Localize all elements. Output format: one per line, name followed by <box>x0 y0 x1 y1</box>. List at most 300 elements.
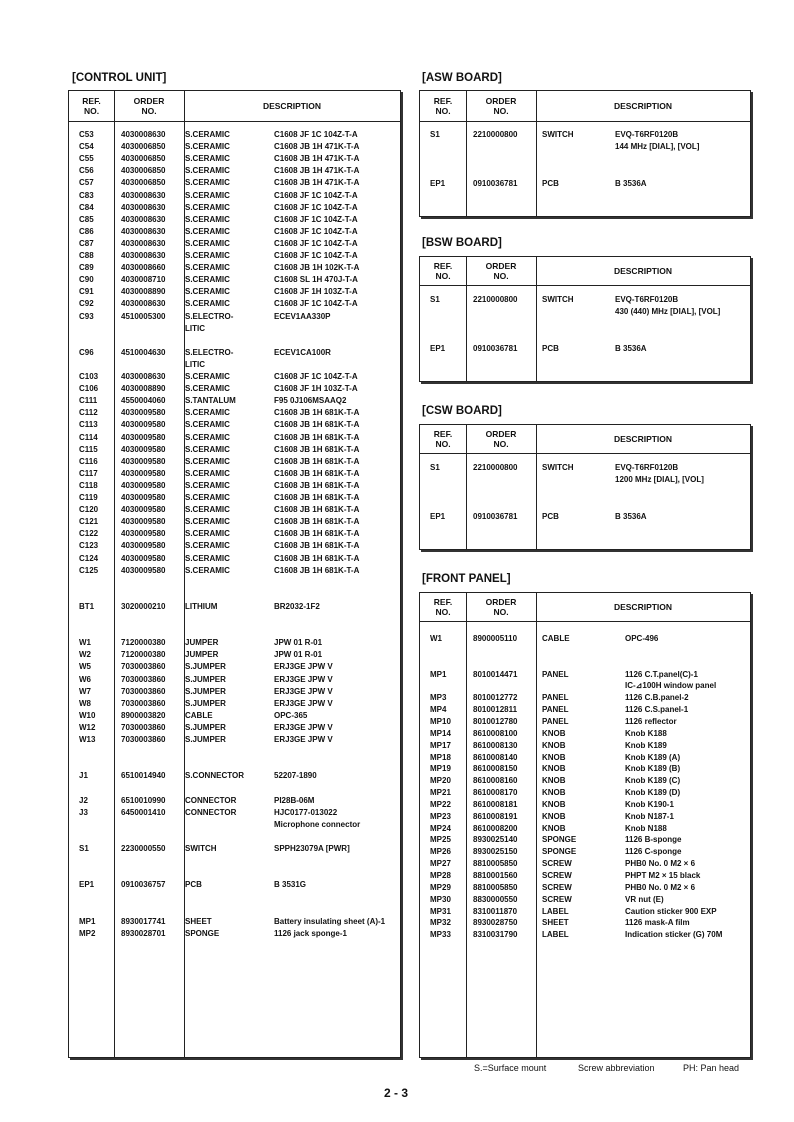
part-spec: 1126 C.S.panel-1 <box>625 705 689 715</box>
order-no: 2210000800 <box>473 295 518 304</box>
order-no: 4030009580 <box>121 505 166 515</box>
table-row <box>69 129 400 141</box>
order-no: 8930028750 <box>473 918 518 928</box>
part-spec: Knob K189 (B) <box>625 764 681 774</box>
part-spec: C1608 JB 1H 681K-T-A <box>274 408 360 418</box>
order-no: 4030009580 <box>121 468 166 478</box>
ref-no: C54 <box>79 142 94 152</box>
table-row <box>69 419 400 431</box>
ref-no: C118 <box>79 480 98 490</box>
order-no: 4030008630 <box>121 202 166 212</box>
part-spec: Knob K189 (A) <box>625 752 681 762</box>
part-spec: C1608 JB 1H 681K-T-A <box>274 468 360 478</box>
table-header <box>420 257 750 286</box>
ref-no: C56 <box>79 166 94 176</box>
table-row <box>69 456 400 468</box>
part-type: JUMPER <box>185 650 219 660</box>
part-type: SPONGE <box>542 847 577 857</box>
table-header <box>420 425 750 454</box>
table-row <box>69 395 400 407</box>
part-type: S.CERAMIC <box>185 505 230 515</box>
part-spec: Knob K189 <box>625 740 667 750</box>
part-type: SCREW <box>542 871 572 880</box>
table-row <box>420 834 750 846</box>
table-row <box>69 565 400 577</box>
table-row <box>69 432 400 444</box>
table-row <box>69 371 400 383</box>
order-no: 8810001560 <box>473 871 518 880</box>
table-row <box>69 528 400 540</box>
part-type: S.CERAMIC <box>185 202 230 212</box>
table-row <box>69 891 400 903</box>
ref-no: C96 <box>79 347 94 357</box>
table-row <box>420 752 750 764</box>
order-no: 4030006850 <box>121 178 166 188</box>
part-type: S.CERAMIC <box>185 565 230 575</box>
part-type: S.CERAMIC <box>185 166 230 176</box>
table-row <box>69 625 400 637</box>
part-type: SPONGE <box>185 928 220 938</box>
bsw-board-table <box>419 256 751 382</box>
ref-no: J2 <box>79 795 88 805</box>
part-spec: C1608 JF 1C 104Z-T-A <box>274 251 358 260</box>
part-type: S.CERAMIC <box>185 190 230 200</box>
table-row <box>69 492 400 504</box>
order-no: 4030009580 <box>121 493 166 502</box>
order-no: 4030008630 <box>121 214 166 224</box>
part-type: S.CERAMIC <box>185 238 230 248</box>
order-no: 4030008630 <box>121 299 166 309</box>
ref-no: C117 <box>79 468 98 478</box>
part-type: S.CERAMIC <box>185 130 230 139</box>
table-row <box>420 929 750 941</box>
part-spec: C1608 JB 1H 681K-T-A <box>274 505 360 515</box>
part-spec: Knob N188 <box>625 823 667 833</box>
table-row <box>420 858 750 870</box>
part-type: S.ELECTRO- <box>185 347 234 357</box>
table-row <box>69 807 400 819</box>
table-row <box>420 178 750 190</box>
ref-no: C124 <box>79 553 99 563</box>
part-spec: Microphone connector <box>274 819 361 829</box>
ref-no: S1 <box>430 130 440 139</box>
order-no: 8930017741 <box>121 916 166 926</box>
part-spec: C1608 JB 1H 681K-T-A <box>274 529 360 539</box>
description-header: DESCRIPTION <box>613 266 673 276</box>
order-no: 6510014940 <box>121 771 166 781</box>
order-no: 6450001410 <box>121 807 166 817</box>
part-type: SHEET <box>185 916 212 926</box>
order-no: 4030006850 <box>121 166 166 176</box>
part-spec: C1608 JF 1C 104Z-T-A <box>274 238 358 248</box>
part-spec: F95 0J106MSAAQ2 <box>274 396 347 406</box>
part-type: LABEL <box>542 930 569 940</box>
part-spec: ERJ3GE JPW V <box>274 674 333 684</box>
part-spec: ERJ3GE JPW V <box>274 662 333 672</box>
ref-no: C86 <box>79 226 94 236</box>
table-row <box>69 214 400 226</box>
table-row <box>420 763 750 775</box>
part-type: SWITCH <box>542 295 574 304</box>
part-spec: PHB0 No. 0 M2 × 6 <box>625 859 696 869</box>
ref-no: W7 <box>79 686 91 696</box>
table-row <box>69 407 400 419</box>
part-type: KNOB <box>542 811 566 821</box>
table-row <box>69 238 400 250</box>
table-row <box>69 516 400 528</box>
part-spec: 144 MHz [DIAL], [VOL] <box>615 142 700 152</box>
order-no: 4030009580 <box>121 420 166 430</box>
order-no: 8610008170 <box>473 788 518 798</box>
order-no: 8810005850 <box>473 859 518 869</box>
table-row <box>420 343 750 355</box>
part-type: S.CERAMIC <box>185 251 230 260</box>
ref-no: C116 <box>79 456 98 466</box>
part-type: KNOB <box>542 764 566 774</box>
order-no: 8930025140 <box>473 835 518 845</box>
ref-no: W12 <box>79 722 96 732</box>
part-spec: C1608 JB 1H 681K-T-A <box>274 493 360 502</box>
ref-no: C121 <box>79 517 99 527</box>
part-type: CONNECTOR <box>185 807 237 817</box>
order-no: 8930025150 <box>473 847 518 857</box>
table-row <box>69 250 400 262</box>
part-type: PANEL <box>542 693 569 703</box>
part-spec: C1608 JB 1H 681K-T-A <box>274 420 360 430</box>
part-type: S.CERAMIC <box>185 408 230 418</box>
ref-no: J3 <box>79 807 88 817</box>
part-type: S.CERAMIC <box>185 384 230 394</box>
ref-no: MP26 <box>430 847 451 857</box>
order-no: 8010014471 <box>473 669 518 679</box>
part-type: S.CERAMIC <box>185 420 230 430</box>
part-type: S.CERAMIC <box>185 493 230 502</box>
part-type: S.CERAMIC <box>185 480 230 490</box>
part-type: S.CERAMIC <box>185 154 230 164</box>
part-type: S.ELECTRO- <box>185 311 234 321</box>
ref-no-header: REF. NO. <box>433 429 453 449</box>
order-no: 0910036757 <box>121 880 166 890</box>
ref-no: C55 <box>79 154 94 164</box>
order-no: 4030006850 <box>121 142 166 152</box>
ref-no: MP31 <box>430 906 451 916</box>
table-row <box>69 553 400 565</box>
ref-no: EP1 <box>430 179 446 189</box>
table-row <box>69 819 400 831</box>
part-spec: C1608 JF 1C 104Z-T-A <box>274 372 358 381</box>
table-row <box>420 166 750 178</box>
table-row <box>69 177 400 189</box>
part-type: PCB <box>185 880 202 890</box>
table-row <box>69 722 400 734</box>
part-spec: B 3536A <box>615 512 647 522</box>
ref-no-header: REF. NO. <box>82 96 101 116</box>
part-spec: EVQ-T6RF0120B <box>615 295 679 304</box>
table-row <box>69 468 400 480</box>
table-row <box>69 843 400 855</box>
table-row <box>420 870 750 882</box>
table-row <box>420 775 750 787</box>
order-no: 4030009580 <box>121 565 166 575</box>
part-spec: C1608 JB 1H 681K-T-A <box>274 456 360 466</box>
part-type: S.CERAMIC <box>185 517 230 527</box>
table-row <box>69 274 400 286</box>
order-no: 8610008160 <box>473 776 518 786</box>
control-unit-title: [CONTROL UNIT] <box>72 72 167 84</box>
table-row <box>420 657 750 669</box>
table-row <box>420 704 750 716</box>
table-row <box>69 153 400 165</box>
table-row <box>420 917 750 929</box>
order-no: 8010012772 <box>473 693 518 703</box>
table-row <box>420 740 750 752</box>
table-row <box>69 165 400 177</box>
table-row <box>69 879 400 891</box>
order-no: 4030009580 <box>121 553 166 563</box>
order-no: 2230000550 <box>121 843 166 853</box>
ref-no: MP1 <box>79 916 96 926</box>
part-spec: C1608 JF 1C 104Z-T-A <box>274 214 358 224</box>
part-type: S.CERAMIC <box>185 178 230 188</box>
order-no: 0910036781 <box>473 179 518 189</box>
ref-no: C113 <box>79 420 98 430</box>
part-type: PANEL <box>542 669 569 679</box>
part-type: S.CERAMIC <box>185 214 230 224</box>
order-no: 8610008191 <box>473 811 518 821</box>
part-spec: C1608 JB 1H 471K-T-A <box>274 154 360 164</box>
part-type: SCREW <box>542 894 572 904</box>
table-row <box>420 462 750 474</box>
table-row <box>69 831 400 843</box>
order-no: 8310011870 <box>473 906 518 916</box>
ref-no: W1 <box>79 638 91 648</box>
part-type: PANEL <box>542 716 569 726</box>
part-type: S.CERAMIC <box>185 529 230 539</box>
ref-no: C103 <box>79 372 99 381</box>
ref-no: EP1 <box>430 344 446 354</box>
table-row <box>69 734 400 746</box>
order-no: 4510004630 <box>121 347 166 357</box>
table-row <box>69 383 400 395</box>
part-spec: C1608 JF 1C 104Z-T-A <box>274 190 358 200</box>
part-spec: C1608 JB 1H 471K-T-A <box>274 166 360 176</box>
ref-no: MP20 <box>430 776 451 786</box>
table-row <box>420 129 750 141</box>
part-type: LITHIUM <box>185 601 218 611</box>
part-spec: VR nut (E) <box>625 894 664 904</box>
part-spec: C1608 JB 1H 681K-T-A <box>274 517 360 527</box>
part-type: S.CERAMIC <box>185 456 230 466</box>
order-no: 7120000380 <box>121 638 166 648</box>
table-row <box>69 613 400 625</box>
part-type: KNOB <box>542 776 566 786</box>
ref-no: MP29 <box>430 882 451 892</box>
part-spec: BR2032-1F2 <box>274 601 320 611</box>
part-spec: HJC0177-013022 <box>274 807 338 817</box>
part-type: SWITCH <box>185 843 217 853</box>
part-type: S.JUMPER <box>185 662 226 672</box>
order-no: 8830000550 <box>473 894 518 904</box>
ref-no: S1 <box>79 843 89 853</box>
ref-no: W6 <box>79 674 91 684</box>
order-no: 4030008630 <box>121 190 166 200</box>
ref-no: W10 <box>79 710 96 720</box>
ref-no: C88 <box>79 251 94 260</box>
csw-board-table <box>419 424 751 550</box>
part-type: S.CERAMIC <box>185 444 230 454</box>
ref-no: MP23 <box>430 811 451 821</box>
part-type: KNOB <box>542 728 566 738</box>
ref-no: MP3 <box>430 693 447 703</box>
part-spec: B 3536A <box>615 179 647 189</box>
order-no: 8010012780 <box>473 716 518 726</box>
table-row <box>69 867 400 879</box>
part-type: KNOB <box>542 752 566 762</box>
table-row <box>420 331 750 343</box>
table-row <box>420 499 750 511</box>
ref-no: MP4 <box>430 705 447 715</box>
table-row <box>69 577 400 589</box>
part-type: JUMPER <box>185 638 219 648</box>
ref-no: C92 <box>79 299 94 309</box>
part-spec: C1608 SL 1H 470J-T-A <box>274 275 358 285</box>
order-no-header: ORDER NO. <box>485 429 517 449</box>
part-type: S.JUMPER <box>185 686 226 696</box>
ref-no: C89 <box>79 263 94 273</box>
table-row <box>69 916 400 928</box>
ref-no: C119 <box>79 493 98 502</box>
ref-no: C53 <box>79 130 94 139</box>
order-no: 4030008890 <box>121 287 166 297</box>
part-spec: IC-⊿100H window panel <box>625 681 717 691</box>
order-no: 0910036781 <box>473 344 518 354</box>
bsw-board-title: [BSW BOARD] <box>422 237 502 249</box>
part-type: S.CERAMIC <box>185 275 230 285</box>
order-no: 4030009580 <box>121 541 166 551</box>
surface-mount-note: S.=Surface mount <box>474 1063 547 1073</box>
table-row <box>420 787 750 799</box>
ref-no: MP33 <box>430 930 451 940</box>
part-type: S.JUMPER <box>185 698 226 708</box>
table-row <box>69 928 400 940</box>
ref-no: W1 <box>430 634 442 643</box>
part-type: KNOB <box>542 740 566 750</box>
ref-no-header: REF. NO. <box>433 96 453 116</box>
order-no: 8610008181 <box>473 799 518 809</box>
description-header: DESCRIPTION <box>262 101 322 111</box>
order-no: 4030008630 <box>121 130 166 139</box>
part-spec: PHPT M2 × 15 black <box>625 871 701 880</box>
ref-no: W5 <box>79 662 91 672</box>
order-no: 4030008890 <box>121 384 166 394</box>
table-row <box>69 698 400 710</box>
ref-no: MP18 <box>430 752 451 762</box>
part-spec: 1126 B-sponge <box>625 835 682 845</box>
order-no-header: ORDER NO. <box>133 96 165 116</box>
table-row <box>69 480 400 492</box>
part-spec: ERJ3GE JPW V <box>274 735 333 744</box>
table-row <box>420 680 750 692</box>
part-spec: EVQ-T6RF0120B <box>615 130 679 139</box>
order-no: 7030003860 <box>121 735 166 744</box>
part-spec: OPC-496 <box>625 634 659 643</box>
table-row <box>420 716 750 728</box>
part-spec: C1608 JF 1C 104Z-T-A <box>274 299 358 309</box>
table-row <box>420 645 750 657</box>
part-spec: Knob K189 (D) <box>625 788 681 798</box>
ref-no: C111 <box>79 396 98 406</box>
ref-no: C84 <box>79 202 94 212</box>
order-no: 4030009580 <box>121 432 166 442</box>
table-row <box>69 589 400 601</box>
table-row <box>420 846 750 858</box>
ref-no: MP21 <box>430 788 451 798</box>
order-no: 4030008630 <box>121 226 166 236</box>
part-spec: C1608 JF 1H 103Z-T-A <box>274 384 358 394</box>
ref-no: C85 <box>79 214 94 224</box>
order-no: 7030003860 <box>121 674 166 684</box>
part-type: S.JUMPER <box>185 674 226 684</box>
page-number: 2 - 3 <box>384 1086 409 1100</box>
part-spec: JPW 01 R-01 <box>274 650 323 660</box>
part-type: SCREW <box>542 859 572 869</box>
description-header: DESCRIPTION <box>613 602 673 612</box>
part-type: PCB <box>542 344 559 354</box>
order-no: 8610008100 <box>473 728 518 738</box>
part-type: LITIC <box>185 359 205 369</box>
order-no: 8010012811 <box>473 705 518 715</box>
part-type: SWITCH <box>542 130 574 139</box>
ref-no: C93 <box>79 311 94 321</box>
part-spec: PI28B-06M <box>274 795 315 805</box>
ref-no: C120 <box>79 505 99 515</box>
order-no: 0910036781 <box>473 512 518 522</box>
order-no: 6510010990 <box>121 795 166 805</box>
ref-no: W8 <box>79 698 91 708</box>
table-row <box>69 770 400 782</box>
table-header <box>420 593 750 622</box>
csw-board-title: [CSW BOARD] <box>422 405 502 417</box>
ref-no: MP27 <box>430 859 451 869</box>
part-type: S.TANTALUM <box>185 396 236 406</box>
table-header <box>69 91 400 122</box>
ref-no: C91 <box>79 287 94 297</box>
table-row <box>420 728 750 740</box>
part-type: S.JUMPER <box>185 722 226 732</box>
ref-no: MP17 <box>430 740 451 750</box>
table-row <box>69 226 400 238</box>
part-type: PANEL <box>542 705 569 715</box>
table-row <box>69 686 400 698</box>
part-spec: C1608 JB 1H 102K-T-A <box>274 263 360 273</box>
part-type: CONNECTOR <box>185 795 237 805</box>
table-row <box>420 882 750 894</box>
description-header: DESCRIPTION <box>613 434 673 444</box>
table-row <box>69 758 400 770</box>
part-spec: 1126 jack sponge-1 <box>274 928 347 938</box>
part-type: S.CERAMIC <box>185 468 230 478</box>
table-row <box>420 306 750 318</box>
ref-no: MP1 <box>430 669 447 679</box>
table-row <box>69 298 400 310</box>
table-row <box>69 190 400 202</box>
table-row <box>420 141 750 153</box>
table-row <box>69 795 400 807</box>
order-no: 7120000380 <box>121 650 166 660</box>
table-row <box>69 262 400 274</box>
part-type: SHEET <box>542 918 569 928</box>
table-row <box>420 692 750 704</box>
